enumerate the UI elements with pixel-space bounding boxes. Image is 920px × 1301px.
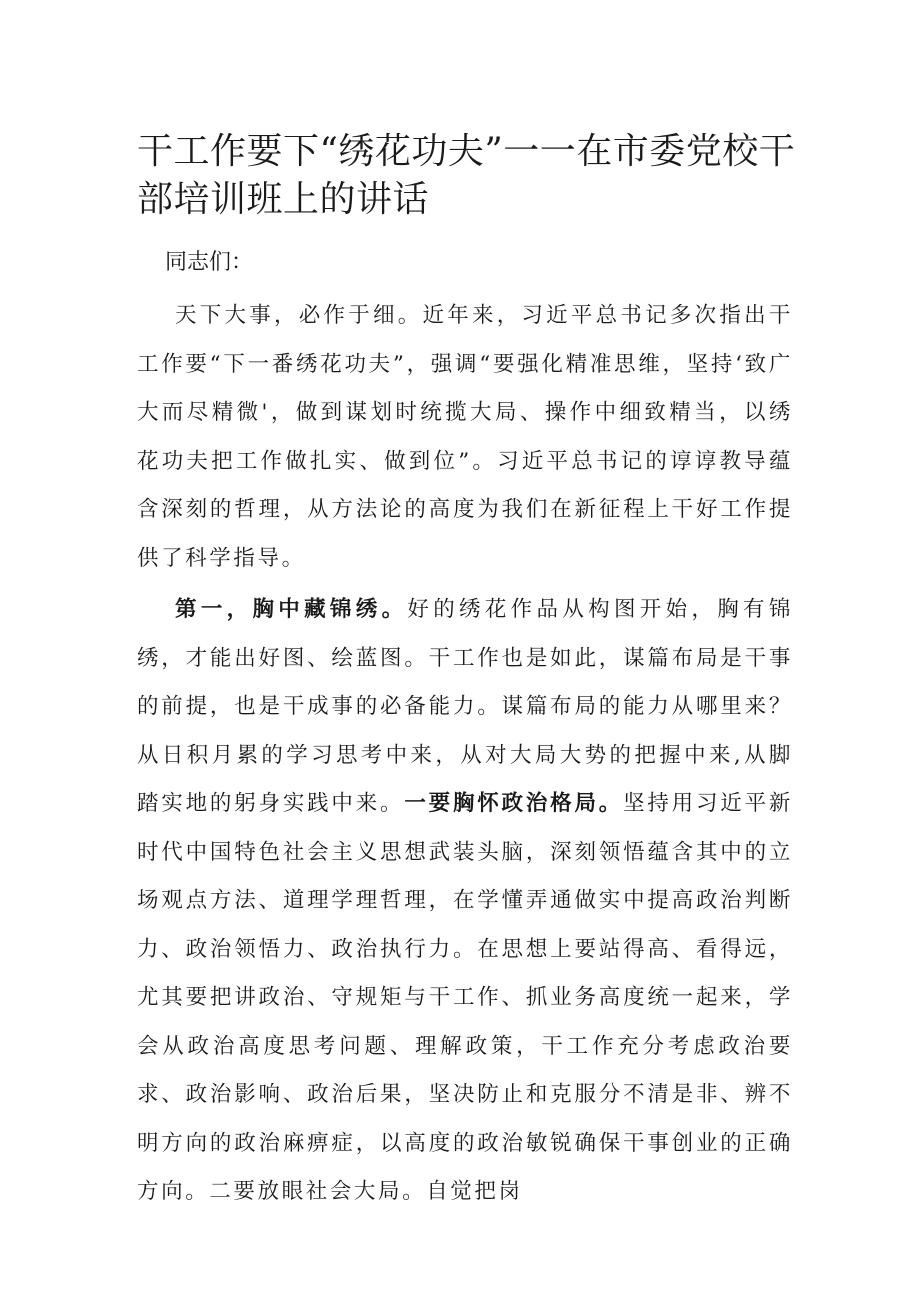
document-title: 干工作要下“绣花功夫”一一在市委党校干部培训班上的讲话 (137, 131, 796, 220)
salutation: 同志们： (165, 250, 254, 275)
point-text-b: 坚持用习近平新时代中国特色社会主义思想武装头脑，深刻领悟蕴含其中的立场观点方法、道理学理哲理，在学懂弄通做实中提高政治判断力、政治领悟力、政治执行力。在思想上要站得高、看得远，尤其要把讲政治、守规矩与干工作、抓业务高度统一起来，学会从政治高度思考问题、理解政策，干工作充分考虑政治要求、政治影响、政治后果，坚决防止和克服分不清是非、辨不明方向的政治麻痹症，以高度的政治敏锐确保干事创业的正确方向。二要放眼社会大局。自觉把岗 (137, 791, 793, 1204)
point-heading: 第一，胸中藏锦绣。 (175, 597, 408, 622)
point-text-a: 好的绣花作品从构图开始，胸有锦绣，才能出好图、绘蓝图。干工作也是如此，谋篇布局是干事的前提，也是干成事的必备能力。谋篇布局的能力从哪里来？从日积月累的学习思考中来，从对大局大势的把握中来,从脚踏实地的躬身实践中来。 (137, 597, 793, 816)
paragraph-intro: 天下大事，必作于细。近年来，习近平总书记多次指出干工作要“下一番绣花功夫”，强调“要强化精准思维，坚持‘致广大而尽精微'，做到谋划时统揽大局、操作中细致精当，以绣花功夫把工作做扎实、做到位”。习近平总书记的谆谆教导蕴含深刻的哲理，从方法论的高度为我们在新征程上干好工作提供了科学指导。 (137, 303, 793, 571)
paragraph-first-point (137, 586, 793, 1217)
point-subheading: 一要胸怀政治格局。 (404, 791, 624, 816)
